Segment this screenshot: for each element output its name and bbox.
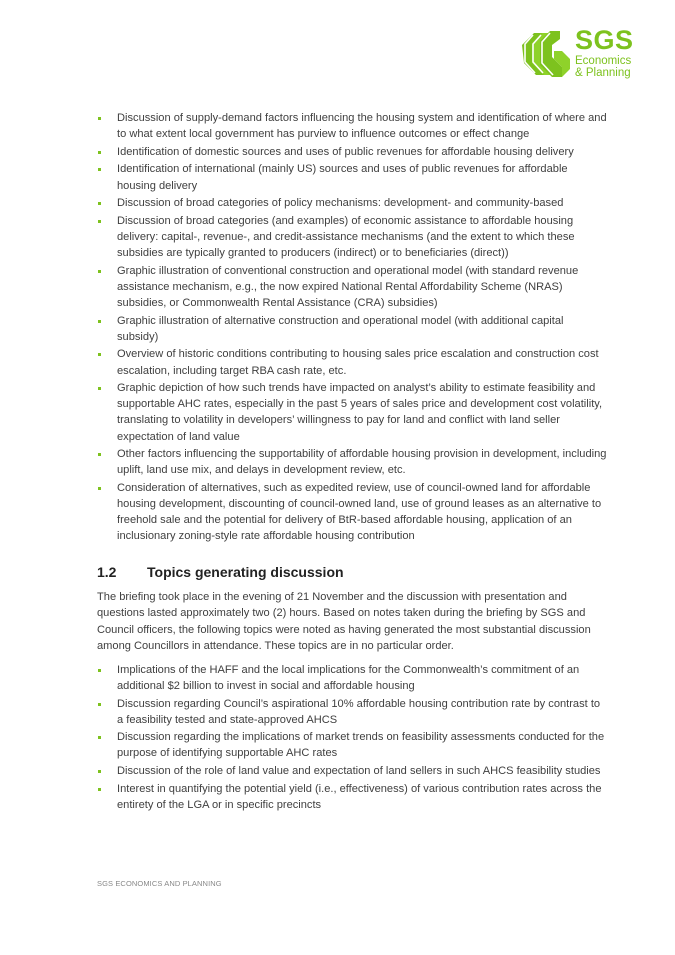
logo-line-1: Economics <box>575 55 632 67</box>
list-item-text: Identification of international (mainly US) sources and uses of public revenues for affordable housing delivery <box>117 163 568 192</box>
list-item-text: Graphic illustration of conventional construction and operational model (with standard revenue assistance mechanism, e.g., the now expired National Rental Affordability Scheme (NRAS) subsidies, or Commonwealth Rental Assistance (CRA) subsidies) <box>117 264 579 309</box>
list-item <box>97 144 607 160</box>
section-title: Topics generating discussion <box>147 564 344 581</box>
list-item-text: Graphic depiction of how such trends have impacted on analyst’s ability to estimate feasibility and supportable AHC rates, especially in the past 5 years of sales price and development cost volatility, translating to volatility in developers’ willingness to pay for land and conflict with land seller expectation of land value <box>117 382 603 443</box>
list-item <box>97 380 607 444</box>
list-item-text: Discussion regarding the implications of market trends on feasibility assessments conducted for the purpose of identifying supportable AHC rates <box>117 731 605 760</box>
list-item-text: Consideration of alternatives, such as expedited review, use of council-owned land for affordable housing development, discounting of council-owned land, use of ground leases as an alternative to freehold sale and the potential for delivery of BtR-based affordable housing, application of an inclusionary zoning-style rate affordable housing contribution <box>117 482 602 543</box>
bullet-icon <box>98 788 101 791</box>
list-item-text: Discussion of the role of land value and expectation of land sellers in such AHCS feasibility studies <box>117 765 601 778</box>
list-item-text: Discussion of broad categories of policy mechanisms: development- and community-based <box>117 197 564 210</box>
bullet-icon <box>98 353 101 356</box>
list-item <box>97 781 607 813</box>
list-item <box>97 480 607 544</box>
list-item <box>97 161 607 193</box>
list-item <box>97 313 607 345</box>
sgs-logo-mark-icon <box>520 29 572 81</box>
bullet-icon <box>98 669 101 672</box>
list-item-text: Discussion of supply-demand factors influencing the housing system and identification of where and to what extent local government has purview to influence outcomes or effect change <box>117 112 607 141</box>
bullet-icon <box>98 703 101 706</box>
bullet-icon <box>98 220 101 223</box>
list-item <box>97 110 607 142</box>
section-paragraph: The briefing took place in the evening of 21 November and the discussion with presentation and questions lasted approximately two (2) hours. Based on notes taken during the briefing by SGS and Council officers, the following topics were noted as having generated the most substantial discussion among Councillors in attendance. These topics are in no particular order. <box>97 591 591 652</box>
list-item-text: Graphic illustration of alternative construction and operational model (with additional capital subsidy) <box>117 314 564 343</box>
list-item-text: Other factors influencing the supportability of affordable housing provision in development, including uplift, land use mix, and delays in development review, etc. <box>117 448 607 477</box>
bullet-icon <box>98 270 101 273</box>
list-item <box>97 696 607 728</box>
list-item <box>97 662 607 694</box>
intro-bullet-list <box>97 110 607 544</box>
bullet-icon <box>98 168 101 171</box>
logo-line-2: & Planning <box>575 67 631 79</box>
section-heading <box>97 564 607 580</box>
bullet-icon <box>98 387 101 390</box>
list-item <box>97 346 607 378</box>
list-item <box>97 263 607 311</box>
logo-name: SGS <box>575 25 634 55</box>
bullet-icon <box>98 487 101 490</box>
list-item-text: Implications of the HAFF and the local implications for the Commonwealth’s commitment of an additional $2 billion to invest in social and affordable housing <box>117 663 580 692</box>
list-item <box>97 195 607 211</box>
bullet-icon <box>98 202 101 205</box>
list-item <box>97 729 607 761</box>
section-number: 1.2 <box>97 564 117 581</box>
list-item <box>97 213 607 261</box>
list-item <box>97 763 607 779</box>
logo-text <box>575 27 634 79</box>
list-item-text: Identification of domestic sources and uses of public revenues for affordable housing delivery <box>117 145 574 158</box>
list-item-text: Interest in quantifying the potential yield (i.e., effectiveness) of various contribution rates across the entirety of the LGA or in specific precincts <box>117 782 602 811</box>
bullet-icon <box>98 770 101 773</box>
list-item <box>97 446 607 478</box>
document-body <box>97 110 607 815</box>
bullet-icon <box>98 736 101 739</box>
bullet-icon <box>98 151 101 154</box>
sgs-logo <box>520 27 650 83</box>
bullet-icon <box>98 117 101 120</box>
bullet-icon <box>98 453 101 456</box>
topics-bullet-list <box>97 662 607 813</box>
list-item-text: Overview of historic conditions contributing to housing sales price escalation and construction cost escalation, including target RBA cash rate, etc. <box>117 348 599 377</box>
list-item-text: Discussion regarding Council’s aspirational 10% affordable housing contribution rate by contrast to a feasibility tested and state-approved AHCS <box>117 697 601 726</box>
list-item-text: Discussion of broad categories (and examples) of economic assistance to affordable housing delivery: capital-, revenue-, and credit-assistance mechanisms (and the extent to which these subsidies are typically granted to producers (indirect) or to beneficiaries (direct)) <box>117 214 575 260</box>
page-footer: SGS ECONOMICS AND PLANNING <box>97 879 222 888</box>
bullet-icon <box>98 320 101 323</box>
